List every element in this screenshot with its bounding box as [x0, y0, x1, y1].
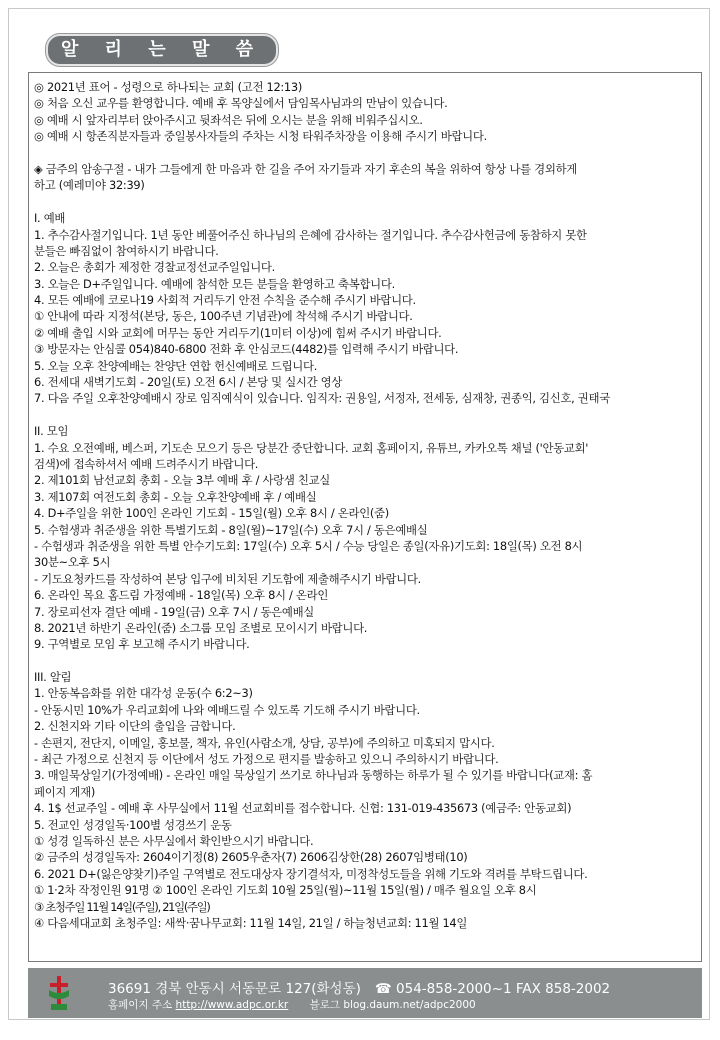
announcement-line: 1. 추수감사절기입니다. 1년 동안 베풀어주신 하나님의 은혜에 감사하는 절기입니다. 추수감사헌금에 동참하지 못한: [34, 227, 587, 242]
announcement-line: 3. 제107회 여전도회 총회 - 오늘 오후찬양예배 후 / 예배실: [34, 489, 317, 504]
announcement-line: 페이지 게재): [34, 784, 95, 799]
announcement-line: 3. 매일묵상일기(가정예배) - 온라인 매일 묵상일기 쓰기로 하나님과 동행하는 하루가 될 수 있기를 바랍니다(교재: 홈: [34, 768, 593, 783]
homepage-link[interactable]: http://www.adpc.or.kr: [175, 999, 289, 1011]
footer: [28, 968, 702, 1018]
announcement-line: 4. 1$ 선교주일 - 예배 후 사무실에서 11월 선교회비를 접수합니다. 신협: 131-019-435673 (예금주: 안동교회): [34, 801, 572, 816]
church-cross-logo-icon: [46, 974, 72, 1012]
spacer: [34, 145, 695, 161]
footer-links: [108, 997, 476, 1012]
announcement-line: - 손편지, 전단지, 이메일, 홍보물, 책자, 유인(사람소개, 상담, 공부)에 주의하고 미혹되지 맙시다.: [34, 735, 495, 750]
announcement-line: 3. 오늘은 D+주일입니다. 예배에 참석한 모든 분들을 환영하고 축복합니다.: [34, 276, 395, 291]
announcement-line: 30분~오후 5시: [34, 555, 111, 570]
announcement-line: 5. 수험생과 취준생을 위한 특별기도회 - 8일(월)~17일(수) 오후 7시 / 동은예배실: [34, 522, 428, 537]
announcement-line: ③ 방문자는 안심콜 054)840-6800 전화 후 안심코드(4482)를 입력해 주시기 바랍니다.: [34, 342, 459, 357]
announcement-line: 5. 오늘 오후 찬양예배는 찬양단 연합 헌신예배로 드립니다.: [34, 358, 318, 373]
announcement-line: ④ 다음세대교회 초청주일: 새싹·꿈나무교회: 11월 14일, 21일 / 하늘청년교회: 11월 14일: [34, 915, 468, 930]
church-phone: ☎ 054-858-2000~1 FAX 858-2002: [374, 981, 611, 997]
announcement-line: 7. 장로피선자 결단 예배 - 19일(금) 오후 7시 / 동은예배실: [34, 604, 314, 619]
announcement-line: 검색)에 접속하셔서 예배 드려주시기 바랍니다.: [34, 456, 259, 471]
announcement-line: ① 1·2차 작정인원 91명 ② 100인 온라인 기도회 10월 25일(월)~11월 15일(월) / 매주 월요일 오후 8시: [34, 883, 537, 898]
announcement-line: 6. 전세대 새벽기도회 - 20일(토) 오전 6시 / 본당 및 실시간 영상: [34, 375, 343, 390]
blog-address: 블로그 blog.daum.net/adpc2000: [309, 999, 476, 1011]
spacer: [34, 407, 695, 423]
announcement-line: ◎ 2021년 표어 - 성령으로 하나되는 교회 (고전 12:13): [34, 80, 302, 94]
announcement-line: I. 예배: [34, 211, 66, 226]
announcement-line: II. 모임: [34, 424, 69, 439]
spacer: [34, 194, 695, 210]
announcement-line: - 안동시민 10%가 우리교회에 나와 예배드릴 수 있도록 기도해 주시기 바랍니다.: [34, 702, 420, 717]
announcement-line: 1. 수요 오전예배, 베스퍼, 기도손 모으기 등은 당분간 중단합니다. 교회 홈페이지, 유튜브, 카카오톡 채널 ('안동교회': [34, 440, 589, 455]
announcement-line: ① 안내에 따라 지정석(본당, 동은, 100주년 기념관)에 착석해 주시기 바랍니다.: [34, 309, 413, 324]
announcement-line: 4. 모든 예배에 코로나19 사회적 거리두기 안전 수칙을 준수해 주시기 바랍니다.: [34, 293, 416, 308]
announcement-line: ② 예배 출입 시와 교회에 머무는 동안 거리두기(1미터 이상)에 힘써 주시기 바랍니다.: [34, 325, 442, 340]
footer-contact: [108, 977, 610, 997]
announcement-line: ◎ 예배 시 앞자리부터 앉아주시고 뒷좌석은 뒤에 오시는 분을 위해 비워주십시오.: [34, 112, 423, 127]
spacer: [34, 653, 695, 669]
church-address: 36691 경북 안동시 서동문로 127(화성동): [108, 981, 361, 997]
announcement-line: ① 성경 일독하신 분은 사무실에서 확인받으시기 바랍니다.: [34, 833, 314, 848]
announcement-line: 4. D+주일을 위한 100인 온라인 기도회 - 15일(월) 오후 8시 / 온라인(줌): [34, 506, 389, 521]
announcement-line: 2. 신천지와 기타 이단의 출입을 금합니다.: [34, 719, 236, 734]
announcement-line: 2. 오늘은 총회가 제정한 경찰교정선교주일입니다.: [34, 260, 275, 275]
page-title: 알 리 는 말 씀: [46, 34, 278, 66]
announcement-line: - 최근 가정으로 신천지 등 이단에서 성도 가정으로 편지를 발송하고 있으니 주의하시기 바랍니다.: [34, 752, 499, 767]
announcement-line: ③ 초청주일 11월 14일(주일), 21일(주일): [34, 899, 210, 914]
announcement-line: 하고 (예레미야 32:39): [34, 178, 145, 193]
announcement-line: 9. 구역별로 모임 후 보고해 주시기 바랍니다.: [34, 637, 250, 652]
announcement-line: - 수험생과 취준생을 위한 특별 안수기도회: 17일(수) 오후 5시 / 수능 당일은 종일(자유)기도회: 18일(목) 오전 8시: [34, 538, 583, 553]
announcement-line: 8. 2021년 하반기 온라인(줌) 소그룹 모임 조별로 모이시기 바랍니다.: [34, 620, 368, 635]
announcement-line: 7. 다음 주일 오후찬양예배시 장로 임직예식이 있습니다. 임직자: 권용일, 서정자, 전세동, 심재창, 권종익, 김신호, 권태국: [34, 391, 610, 406]
announcement-line: 2. 제101회 남선교회 총회 - 오늘 3부 예배 후 / 사랑샘 친교실: [34, 473, 331, 488]
announcement-line: 6. 온라인 목요 홈드림 가정예배 - 18일(목) 오후 8시 / 온라인: [34, 588, 329, 603]
announcement-line: ◎ 예배 시 항존직분자들과 중일봉사자들의 주차는 시청 타워주차장을 이용해 주시기 바랍니다.: [34, 129, 487, 144]
announcements-box: [28, 72, 702, 962]
announcement-line: ◈ 금주의 암송구절 - 내가 그들에게 한 마음과 한 길을 주어 자기들과 자기 후손의 복을 위하여 항상 나를 경외하게: [34, 161, 577, 176]
announcement-line: ◎ 처음 오신 교우를 환영합니다. 예배 후 목양실에서 담임목사님과의 만남이 있습니다.: [34, 96, 448, 111]
announcement-line: 5. 전교인 성경일독·100별 성경쓰기 운동: [34, 817, 232, 832]
announcement-line: III. 알림: [34, 670, 72, 685]
announcement-line: 1. 안동복음화를 위한 대각성 운동(수 6:2~3): [34, 686, 253, 701]
homepage-label: 홈페이지 주소: [108, 999, 173, 1011]
announcement-line: 분들은 빠짐없이 참여하시기 바랍니다.: [34, 243, 219, 258]
announcement-line: 6. 2021 D+(잃은양찾기)주일 구역별로 전도대상자 장기결석자, 미정착성도들을 위해 기도와 격려를 부탁드립니다.: [34, 866, 588, 881]
announcement-line: - 기도요청카드를 작성하여 본당 입구에 비치된 기도함에 제출해주시기 바랍니다.: [34, 571, 421, 586]
announcement-line: ② 금주의 성경일독자: 2604이기정(8) 2605우춘자(7) 2606김상한(28) 2607임병태(10): [34, 850, 468, 865]
